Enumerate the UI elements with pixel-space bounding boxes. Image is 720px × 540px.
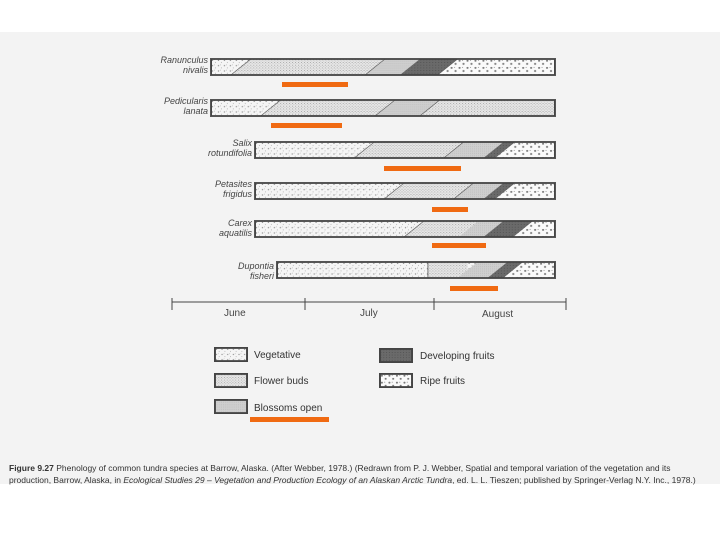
phenology-bar-ranunculus (210, 58, 556, 76)
legend-label-developing-fruits: Developing fruits (420, 351, 495, 362)
caption-text-part2: , ed. L. L. Tieszen; published by Springer-Verlag N.Y. Inc., 1978.) (452, 475, 696, 485)
legend-label-flower-buds: Flower buds (254, 376, 309, 387)
highlight-underline-carex (432, 243, 486, 248)
species-label-salix: Salix rotundifolia (207, 138, 252, 158)
legend-label-ripe-fruits: Ripe fruits (420, 376, 466, 387)
phenology-bar-dupontia (276, 261, 556, 279)
species-label-pedicularis: Pedicularis lanata (163, 96, 208, 116)
phenology-bar-carex (254, 220, 556, 238)
figure-caption (9, 462, 699, 486)
legend-swatch-ripe-fruits (379, 373, 413, 388)
highlight-underline-salix (384, 166, 461, 171)
legend-label-blossoms-open: Blossoms open (254, 403, 323, 414)
species-label-dupontia: Dupontia fisheri (237, 261, 274, 281)
legend-label-vegetative: Vegetative (254, 350, 301, 361)
legend-swatch-developing-fruits (379, 348, 413, 363)
phenology-bar-salix (254, 141, 556, 159)
species-label-petasites: Petasites frigidus (214, 179, 252, 199)
legend-swatch-blossoms-open (214, 399, 248, 414)
caption-text-part1: Phenology of common tundra species at Barrow, Alaska. (After Webber, 1978.) (Redrawn from P. J. Webber, Spatial and temporal variation of the vegetation and its production, Barrow, Alaska, in (9, 463, 671, 485)
month-label-june: June (224, 308, 246, 319)
highlight-underline-dupontia (450, 286, 498, 291)
highlight-underline-petasites (432, 207, 468, 212)
species-label-ranunculus: Ranunculus nivalis (160, 55, 208, 75)
figure-page (0, 32, 720, 484)
month-label-july: July (360, 308, 378, 319)
month-label-august: August (482, 309, 514, 320)
highlight-underline-ranunculus (282, 82, 348, 87)
species-label-carex: Carex aquatilis (218, 218, 252, 238)
figure-label: Figure 9.27 (9, 463, 54, 473)
phenology-bar-pedicularis (210, 99, 556, 117)
phenology-bar-petasites (254, 182, 556, 200)
highlight-underline-pedicularis (271, 123, 342, 128)
highlight-underline-blossoms-open (250, 417, 329, 422)
legend-swatch-vegetative (214, 347, 248, 362)
legend-swatch-flower-buds (214, 373, 248, 388)
caption-text-italic: Ecological Studies 29 – Vegetation and Production Ecology of an Alaskan Arctic Tundra (123, 475, 453, 485)
